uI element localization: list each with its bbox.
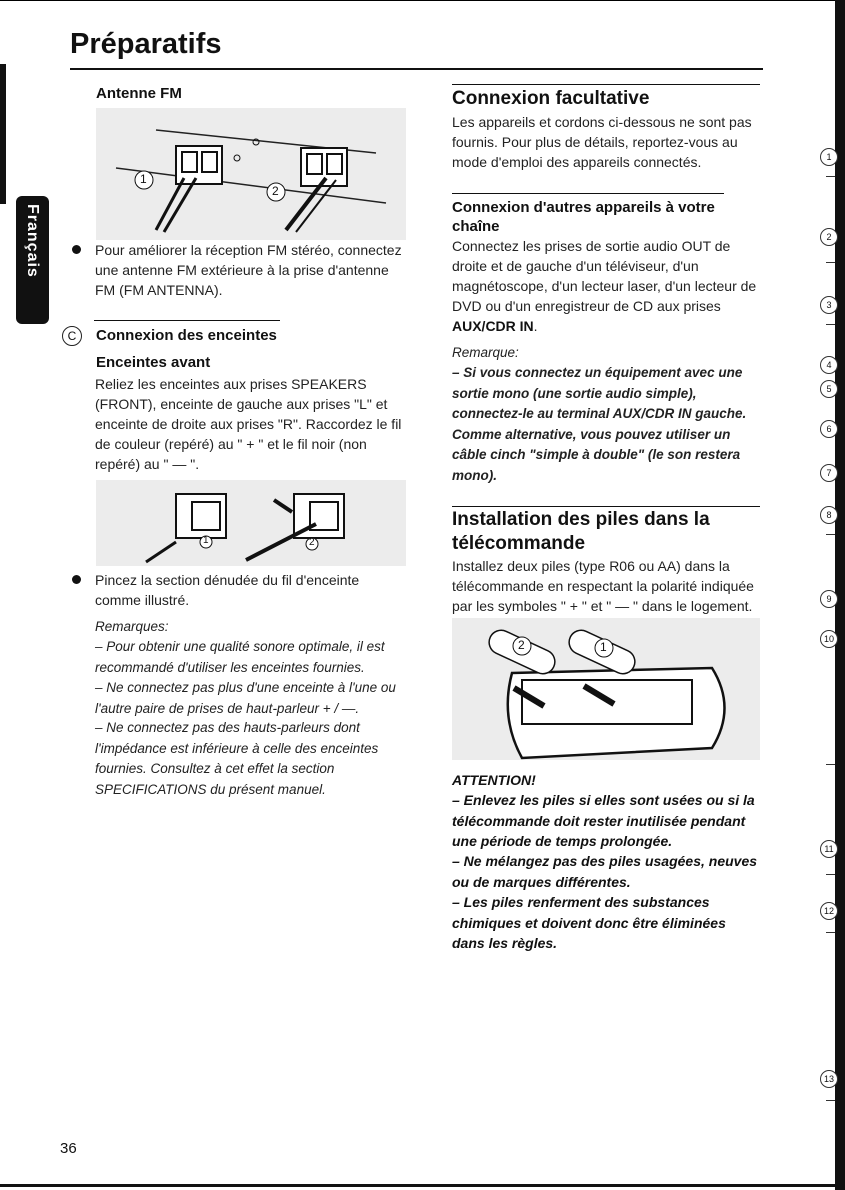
speakers-heading: Connexion des enceintes: [96, 327, 277, 344]
page-number: 36: [60, 1140, 77, 1157]
language-tab: [16, 196, 49, 324]
left-edge-bar: [0, 64, 6, 204]
remark-text: – Si vous connectez un équipement avec une sortie mono (une sortie audio simple), connectez-le au terminal AUX/CDR IN gauche. Comme alternative, vous pouvez utiliser un câble cinch "simple à double" (le son restera mono).: [452, 365, 747, 483]
margin-step-marker: 11: [820, 840, 838, 858]
remark-3: – Ne connectez pas des hauts-parleurs dont l'impédance est inférieure à celle des enceintes fournies. Consultez à cet effet la section SPECIFICATIONS du présent manuel.: [95, 720, 379, 797]
fm-antenna-heading: Antenne FM: [96, 85, 182, 102]
margin-step-marker: 9: [820, 590, 838, 608]
optional-connection-heading: Connexion facultative: [452, 88, 650, 109]
margin-step-marker: 5: [820, 380, 838, 398]
margin-step-marker: 4: [820, 356, 838, 374]
section-c-marker: C: [62, 326, 82, 346]
fm-fig-label-1: 1: [140, 172, 147, 186]
other-devices-body: Connectez les prises de sortie audio OUT de droite et de gauche d'un téléviseur, d'un magnétoscope, d'un lecteur laser, d'un lecteur de DVD ou d'un enregistreur de CD aux prises: [452, 238, 757, 314]
battery-fig-label-2: 2: [518, 638, 525, 652]
section-rule: [94, 320, 280, 321]
page-title: Préparatifs: [70, 28, 222, 60]
margin-tick: [826, 1100, 835, 1101]
fm-fig-label-2: 2: [272, 184, 279, 198]
margin-tick: [826, 764, 835, 765]
remark-1: – Pour obtenir une qualité sonore optimale, il est recommandé d'utiliser les enceintes fournies.: [95, 639, 385, 675]
margin-tick: [826, 176, 835, 177]
section-rule: [452, 506, 760, 507]
fm-antenna-figure: [96, 108, 406, 240]
attention-item-3: – Les piles renferment des substances chimiques et doivent donc être éliminées dans les règles.: [452, 894, 726, 951]
other-devices-heading: Connexion d'autres appareils à votre chaîne: [452, 199, 715, 235]
bullet-dot: [72, 245, 81, 254]
battery-fig-label-1: 1: [600, 640, 607, 654]
battery-heading: Installation des piles dans la télécommande: [452, 509, 710, 554]
speaker-fig-label-1: 1: [203, 535, 209, 546]
margin-tick: [826, 534, 835, 535]
optional-connection-text: Les appareils et cordons ci-dessous ne sont pas fournis. Pour plus de détails, reportez-vous au mode d'emploi des appareils connectés.: [452, 114, 752, 170]
battery-text: Installez deux piles (type R06 ou AA) dans la télécommande en respectant la polarité indiquée par les symboles " + " et " — " dans le logement.: [452, 558, 754, 614]
margin-step-marker: 7: [820, 464, 838, 482]
fm-bullet-text: Pour améliorer la réception FM stéréo, connectez une antenne FM extérieure à la prise d'antenne FM (FM ANTENNA).: [95, 242, 402, 298]
speaker-bullet-text: Pincez la section dénudée du fil d'enceinte comme illustré.: [95, 572, 360, 608]
margin-step-marker: 1: [820, 148, 838, 166]
section-rule: [452, 193, 724, 194]
aux-cdr-in-label: AUX/CDR IN: [452, 318, 534, 334]
bullet-dot: [72, 575, 81, 584]
front-speakers-text: Reliez les enceintes aux prises SPEAKERS (FRONT), enceinte de gauche aux prises "L" et enceinte de droite aux prises "R". Raccordez le fil de couleur (repéré) au " + " et le fil noir (non repéré) au " — ".: [95, 376, 402, 472]
speaker-wire-illustration: [96, 480, 406, 566]
section-rule: [452, 84, 760, 85]
margin-step-marker: 2: [820, 228, 838, 246]
top-border: [0, 0, 845, 1]
speaker-wire-figure: [96, 480, 406, 566]
bottom-rule: [0, 1184, 845, 1187]
language-tab-label: Français: [24, 204, 41, 278]
battery-figure: [452, 618, 760, 760]
margin-tick: [826, 874, 835, 875]
attention-heading: ATTENTION!: [452, 772, 536, 788]
speaker-fig-label-2: 2: [309, 537, 315, 548]
front-speakers-heading: Enceintes avant: [96, 354, 211, 371]
remarks-heading: Remarques:: [95, 619, 169, 634]
remark-2: – Ne connectez pas plus d'une enceinte à l'une ou l'autre paire de prises de haut-parleur + / —.: [95, 680, 396, 716]
margin-step-marker: 6: [820, 420, 838, 438]
margin-step-marker: 13: [820, 1070, 838, 1088]
margin-step-marker: 8: [820, 506, 838, 524]
other-devices-text: Connectez les prises de sortie audio OUT de droite et de gauche d'un téléviseur, d'un magnétoscope, d'un lecteur laser, d'un lecteur de DVD ou d'un enregistreur de CD aux prises AUX/CDR IN.: [452, 238, 757, 334]
title-rule: [70, 68, 763, 70]
margin-tick: [826, 932, 835, 933]
margin-tick: [826, 262, 835, 263]
remark-heading: Remarque:: [452, 345, 519, 360]
attention-item-1: – Enlevez les piles si elles sont usées ou si la télécommande doit rester inutilisée pendant une période de temps prolongée.: [452, 792, 755, 849]
margin-step-marker: 12: [820, 902, 838, 920]
margin-tick: [826, 324, 835, 325]
margin-step-marker: 10: [820, 630, 838, 648]
attention-item-2: – Ne mélangez pas des piles usagées, neuves ou de marques différentes.: [452, 853, 758, 890]
margin-step-marker: 3: [820, 296, 838, 314]
